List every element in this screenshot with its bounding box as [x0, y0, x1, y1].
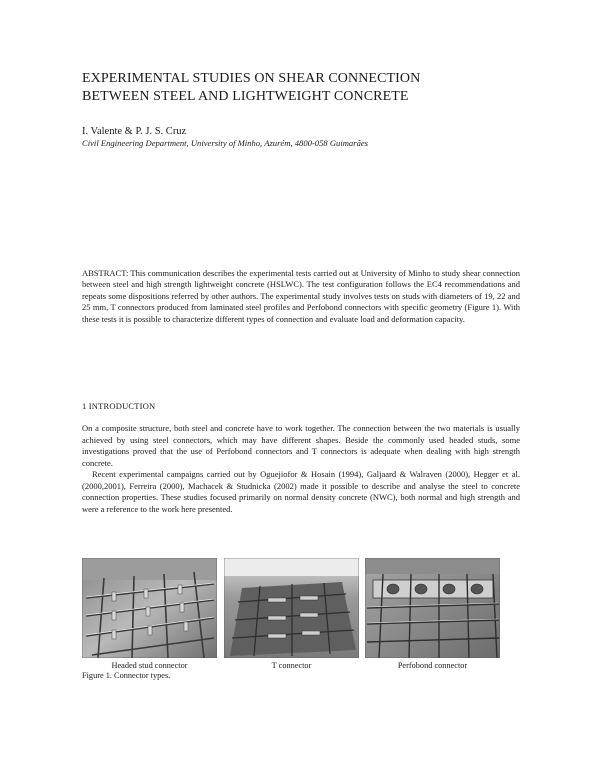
caption-perfobond: Perfobond connector	[397, 661, 468, 670]
paragraph-1: On a composite structure, both steel and concrete have to work together. The connection between the two materials is usually achieved by using steel connectors, which may have different shapes. Beside the commonly used headed studs, some investigations proved that the use of Perfobond connectors and T connectors is adequate when dealing with high strength concrete.	[82, 423, 520, 468]
body-text	[82, 423, 520, 515]
headed-stud-illustration	[82, 558, 217, 658]
perfobond-photo	[365, 558, 500, 658]
affiliation: Civil Engineering Department, University of Minho, Azurém, 4800-058 Guimarães	[82, 138, 369, 148]
paper-title	[82, 70, 522, 106]
t-connector-photo	[224, 558, 359, 658]
perfobond-illustration	[365, 558, 500, 658]
paragraph-2: Recent experimental campaigns carried out by Oguejiofor & Hosain (1994), Galjaard & Walraven (2000), Hegger et al. (2000,2001), Ferreira (2000), Machacek & Studnicka (2002) made it possible to describe and analyse the steel to concrete connection properties. These studies focused primarily on normal density concrete (NWC), both normal and high strength and were a reference to the work here presented.	[82, 469, 520, 514]
caption-t-connector: T connector	[271, 661, 312, 670]
abstract: ABSTRACT: This communication describes the experimental tests carried out at University of Minho to study shear connection between steel and high strength lightweight concrete (HSLWC). The test configuration follows the EC4 recommendations and repeats some dispositions referred by other authors. The experimental study involves tests on studs with diameters of 19, 22 and 25 mm, T connectors produced from laminated steel profiles and Perfobond connectors with specific geometry (Figure 1). With these tests it is possible to characterize different types of connection and evaluate load and deformation capacity.	[82, 268, 520, 324]
title-line-1: EXPERIMENTAL STUDIES ON SHEAR CONNECTION	[82, 71, 421, 86]
title-line-2: BETWEEN STEEL AND LIGHTWEIGHT CONCRETE	[82, 89, 409, 104]
section-heading: 1 INTRODUCTION	[82, 401, 156, 411]
headed-stud-photo	[82, 558, 217, 658]
t-connector-illustration	[224, 558, 359, 658]
authors: I. Valente & P. J. S. Cruz	[82, 126, 187, 137]
caption-headed-stud: Headed stud connector	[111, 661, 188, 670]
figure-caption: Figure 1. Connector types.	[82, 671, 171, 680]
